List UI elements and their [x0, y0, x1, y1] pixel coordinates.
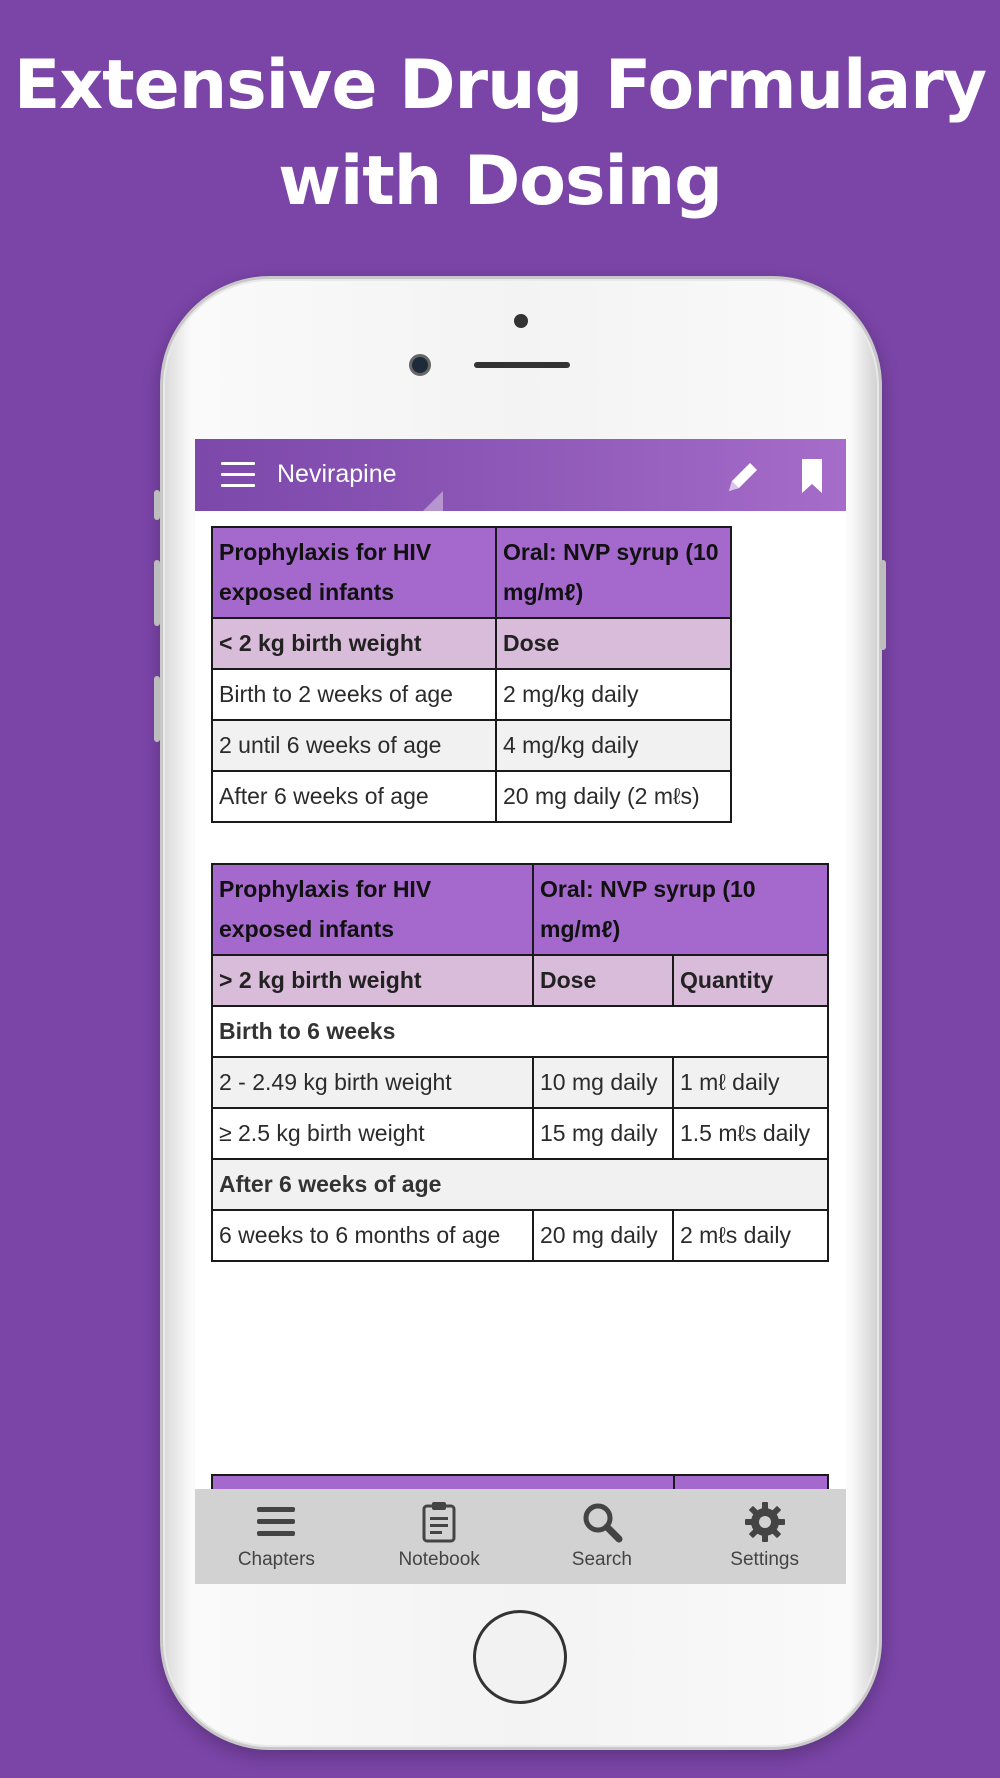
table-cell: 1.5 mℓs daily	[673, 1108, 828, 1159]
table-cell: 10 mg daily	[533, 1057, 673, 1108]
power-button	[880, 560, 886, 650]
table-section-row	[212, 1006, 828, 1057]
table-row	[212, 1057, 828, 1108]
table-cell: After 6 weeks of age	[212, 771, 496, 822]
table-subheader-cell: Quantity	[673, 955, 828, 1006]
table-header-row	[212, 864, 828, 955]
front-camera	[409, 354, 431, 376]
bottom-tab-bar	[195, 1489, 846, 1584]
table-row	[212, 669, 731, 720]
table-header-cell: Oral: NVP syrup (10 mg/mℓ)	[496, 527, 731, 618]
table-row	[212, 1210, 828, 1261]
table-section-cell: After 6 weeks of age	[212, 1159, 828, 1210]
drug-content	[211, 526, 831, 1262]
headline-line-2: with Dosing	[278, 142, 722, 221]
pencil-icon[interactable]	[723, 457, 763, 497]
hamburger-menu-icon[interactable]	[221, 462, 255, 488]
table-subheader-cell: Dose	[533, 955, 673, 1006]
tab-label: Settings	[730, 1549, 799, 1570]
table-subheader-cell: > 2 kg birth weight	[212, 955, 533, 1006]
tab-notebook[interactable]	[358, 1489, 521, 1584]
mute-switch	[154, 490, 160, 520]
table-section-cell: Birth to 6 weeks	[212, 1006, 828, 1057]
table-cell: 2 mg/kg daily	[496, 669, 731, 720]
table-header-row	[212, 527, 731, 618]
headline-line-1: Extensive Drug Formulary	[13, 46, 987, 125]
table-subheader-row	[212, 618, 731, 669]
table-subheader-cell: < 2 kg birth weight	[212, 618, 496, 669]
app-screen	[195, 439, 846, 1584]
page-title: Nevirapine	[277, 460, 397, 488]
tab-search[interactable]	[521, 1489, 684, 1584]
table-header-cell: Oral: NVP syrup (10 mg/mℓ)	[533, 864, 828, 955]
list-icon	[255, 1501, 297, 1543]
tab-chapters[interactable]	[195, 1489, 358, 1584]
table-cell: 1 mℓ daily	[673, 1057, 828, 1108]
volume-up-button	[154, 560, 160, 626]
table-cell: 6 weeks to 6 months of age	[212, 1210, 533, 1261]
table-subheader-cell: Dose	[496, 618, 731, 669]
table-row	[212, 771, 731, 822]
gear-icon	[744, 1501, 786, 1543]
home-button[interactable]	[473, 1610, 567, 1704]
bookmark-icon[interactable]	[802, 459, 822, 493]
tab-settings[interactable]	[683, 1489, 846, 1584]
table-cell: 2 until 6 weeks of age	[212, 720, 496, 771]
table-row	[212, 720, 731, 771]
table-header-cell: Prophylaxis for HIV exposed infants	[212, 864, 533, 955]
tab-label: Notebook	[398, 1549, 480, 1570]
proximity-sensor	[514, 314, 528, 328]
table-cell: ≥ 2.5 kg birth weight	[212, 1108, 533, 1159]
dosing-table-over-2kg	[211, 863, 829, 1262]
volume-down-button	[154, 676, 160, 742]
table-cell: Birth to 2 weeks of age	[212, 669, 496, 720]
table-header-cell: Prophylaxis for HIV exposed infants	[212, 527, 496, 618]
table-row	[212, 1108, 828, 1159]
table-cell: 2 - 2.49 kg birth weight	[212, 1057, 533, 1108]
table-section-row	[212, 1159, 828, 1210]
tab-label: Search	[571, 1549, 632, 1570]
app-bar	[195, 439, 846, 511]
search-icon	[581, 1501, 623, 1543]
table-cell: 20 mg daily	[533, 1210, 673, 1261]
table-cell: 4 mg/kg daily	[496, 720, 731, 771]
table-cell: 2 mℓs daily	[673, 1210, 828, 1261]
clipboard-icon	[418, 1501, 460, 1543]
table-subheader-row	[212, 955, 828, 1006]
dosing-table-under-2kg	[211, 526, 732, 823]
table-cell: 15 mg daily	[533, 1108, 673, 1159]
title-notch	[423, 491, 443, 511]
tab-label: Chapters	[237, 1549, 315, 1570]
earpiece-speaker	[474, 362, 570, 368]
table-cell: 20 mg daily (2 mℓs)	[496, 771, 731, 822]
headline	[0, 38, 1000, 230]
